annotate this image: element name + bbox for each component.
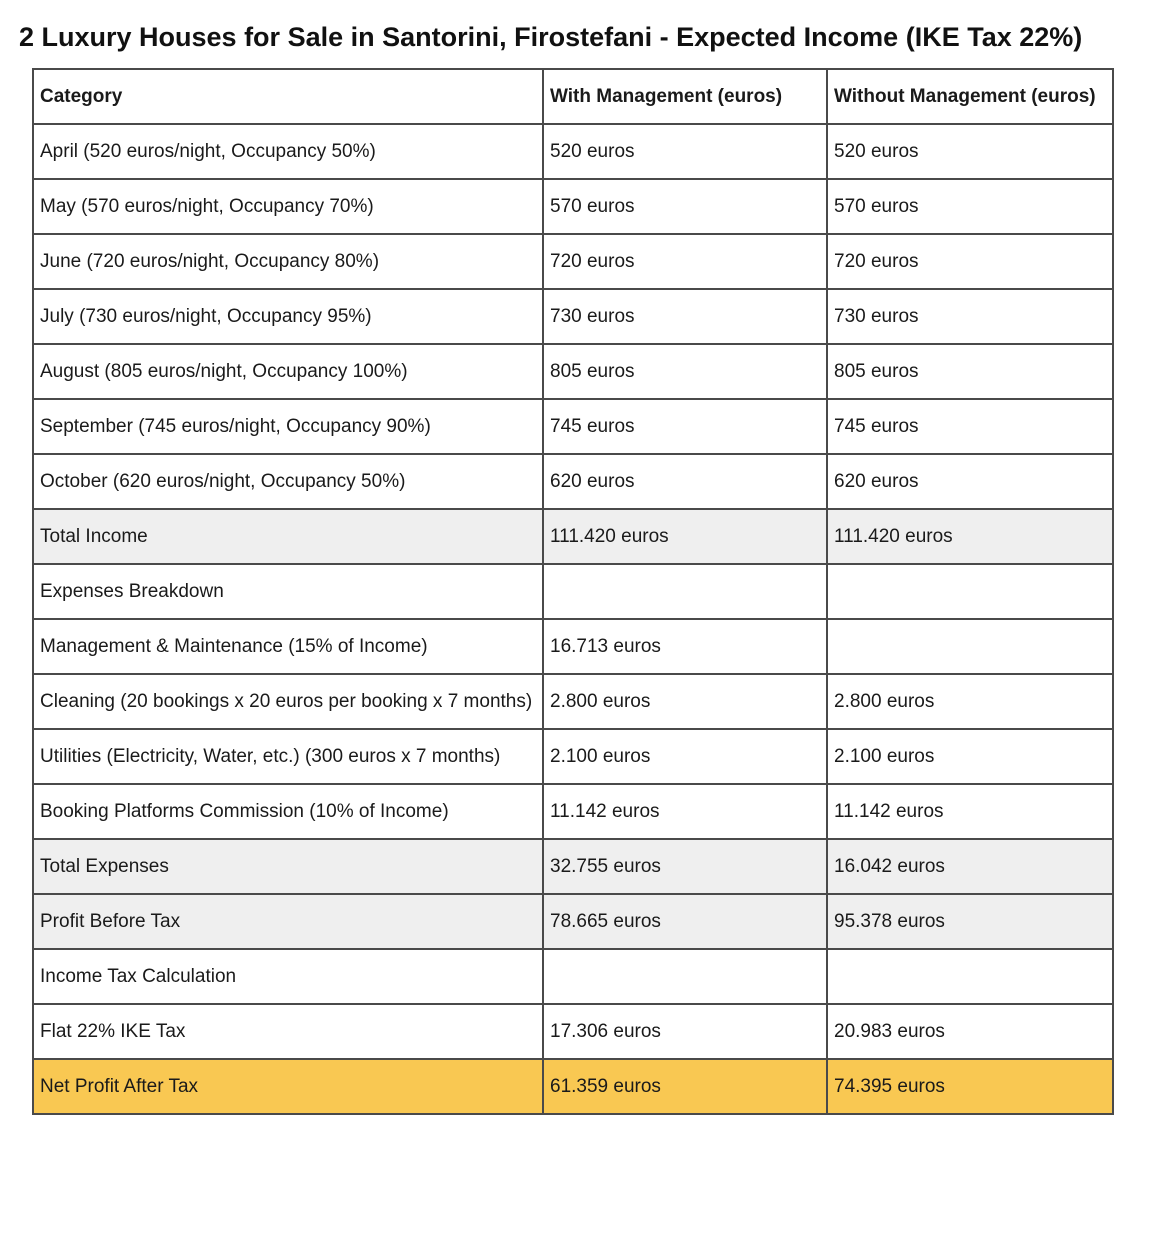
header-without-management: Without Management (euros) [827, 69, 1113, 124]
row-without-management: 620 euros [827, 454, 1113, 509]
table-row [33, 179, 1113, 234]
row-with-management: 16.713 euros [543, 619, 827, 674]
row-without-management: 730 euros [827, 289, 1113, 344]
row-category: Management & Maintenance (15% of Income) [33, 619, 543, 674]
row-without-management: 2.800 euros [827, 674, 1113, 729]
row-without-management: 16.042 euros [827, 839, 1113, 894]
row-without-management: 20.983 euros [827, 1004, 1113, 1059]
row-category: Booking Platforms Commission (10% of Income) [33, 784, 543, 839]
row-without-management: 520 euros [827, 124, 1113, 179]
row-with-management: 17.306 euros [543, 1004, 827, 1059]
header-category: Category [33, 69, 543, 124]
row-with-management: 2.800 euros [543, 674, 827, 729]
table-row [33, 344, 1113, 399]
row-without-management [827, 949, 1113, 1004]
row-category: October (620 euros/night, Occupancy 50%) [33, 454, 543, 509]
row-with-management: 32.755 euros [543, 839, 827, 894]
row-category: Utilities (Electricity, Water, etc.) (300 euros x 7 months) [33, 729, 543, 784]
row-category: May (570 euros/night, Occupancy 70%) [33, 179, 543, 234]
row-without-management: 95.378 euros [827, 894, 1113, 949]
row-without-management: 570 euros [827, 179, 1113, 234]
row-with-management [543, 564, 827, 619]
row-category: Income Tax Calculation [33, 949, 543, 1004]
row-with-management: 805 euros [543, 344, 827, 399]
row-without-management: 74.395 euros [827, 1059, 1113, 1114]
row-without-management: 745 euros [827, 399, 1113, 454]
income-table [32, 68, 1114, 1115]
section-row-expenses [33, 564, 1113, 619]
row-with-management: 745 euros [543, 399, 827, 454]
row-category: Total Expenses [33, 839, 543, 894]
row-category: Net Profit After Tax [33, 1059, 543, 1114]
page-title: 2 Luxury Houses for Sale in Santorini, Firostefani - Expected Income (IKE Tax 22%) [19, 22, 1083, 52]
row-category: Total Income [33, 509, 543, 564]
row-with-management: 78.665 euros [543, 894, 827, 949]
net-profit-row [33, 1059, 1113, 1114]
section-row-tax [33, 949, 1113, 1004]
table-row [33, 784, 1113, 839]
row-without-management: 720 euros [827, 234, 1113, 289]
row-without-management: 111.420 euros [827, 509, 1113, 564]
row-with-management: 11.142 euros [543, 784, 827, 839]
table-row [33, 674, 1113, 729]
table-row [33, 619, 1113, 674]
row-with-management: 61.359 euros [543, 1059, 827, 1114]
table-row [33, 1004, 1113, 1059]
row-with-management: 720 euros [543, 234, 827, 289]
row-with-management: 111.420 euros [543, 509, 827, 564]
row-category: Expenses Breakdown [33, 564, 543, 619]
row-category: September (745 euros/night, Occupancy 90%) [33, 399, 543, 454]
total-income-row [33, 509, 1113, 564]
table-row [33, 124, 1113, 179]
row-without-management [827, 619, 1113, 674]
row-with-management: 520 euros [543, 124, 827, 179]
row-category: April (520 euros/night, Occupancy 50%) [33, 124, 543, 179]
row-category: Profit Before Tax [33, 894, 543, 949]
row-without-management: 11.142 euros [827, 784, 1113, 839]
table-header-row [33, 69, 1113, 124]
table-row [33, 289, 1113, 344]
table-row [33, 729, 1113, 784]
row-with-management: 570 euros [543, 179, 827, 234]
total-expenses-row [33, 839, 1113, 894]
row-category: July (730 euros/night, Occupancy 95%) [33, 289, 543, 344]
row-category: Cleaning (20 bookings x 20 euros per booking x 7 months) [33, 674, 543, 729]
table-row [33, 399, 1113, 454]
table-row [33, 234, 1113, 289]
row-with-management: 2.100 euros [543, 729, 827, 784]
row-category: August (805 euros/night, Occupancy 100%) [33, 344, 543, 399]
row-without-management [827, 564, 1113, 619]
row-with-management: 730 euros [543, 289, 827, 344]
row-without-management: 805 euros [827, 344, 1113, 399]
table-row [33, 454, 1113, 509]
row-with-management: 620 euros [543, 454, 827, 509]
header-with-management: With Management (euros) [543, 69, 827, 124]
row-category: Flat 22% IKE Tax [33, 1004, 543, 1059]
profit-before-tax-row [33, 894, 1113, 949]
row-without-management: 2.100 euros [827, 729, 1113, 784]
row-with-management [543, 949, 827, 1004]
row-category: June (720 euros/night, Occupancy 80%) [33, 234, 543, 289]
